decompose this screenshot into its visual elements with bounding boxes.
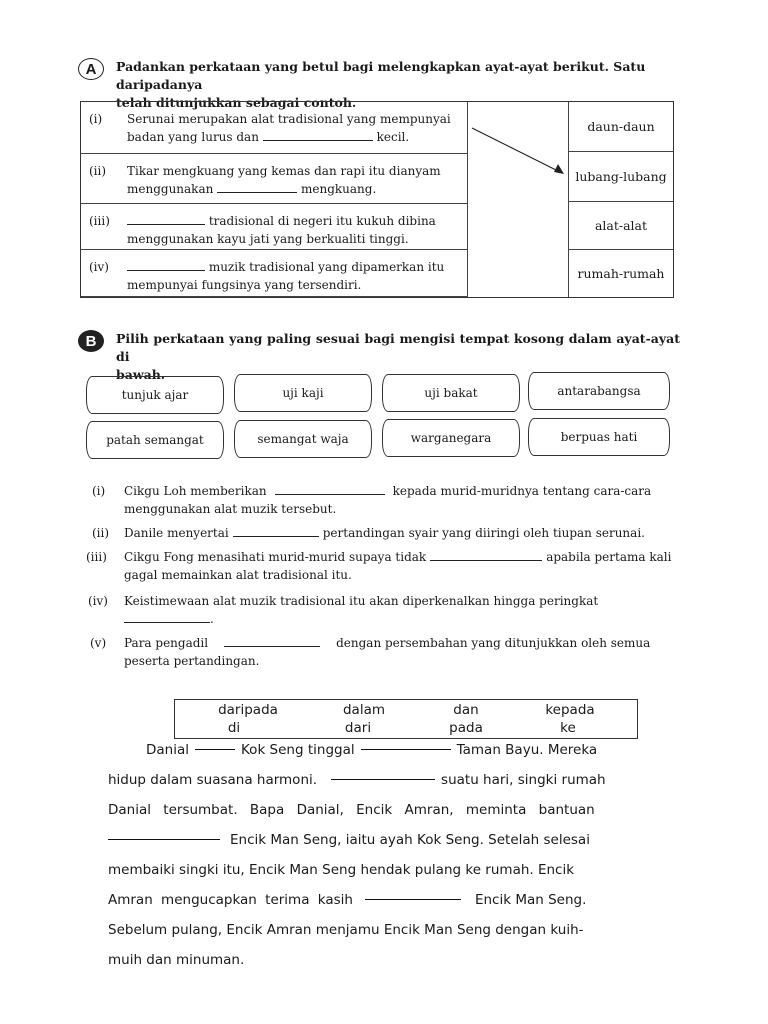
paragraph-text: Amran mengucapkan terima kasih bbox=[108, 892, 353, 908]
answer-blank[interactable] bbox=[124, 622, 210, 623]
question-item bbox=[86, 548, 676, 584]
paragraph-text: suatu hari, singki rumah bbox=[441, 772, 606, 788]
answer-blank[interactable] bbox=[275, 494, 385, 495]
answer-option[interactable]: lubang-lubang bbox=[569, 152, 673, 202]
answer-option[interactable]: alat-alat bbox=[569, 202, 673, 250]
example-arrow-icon bbox=[468, 102, 570, 297]
section-b-instruction-line2: bawah. bbox=[116, 367, 166, 382]
word-option[interactable]: uji bakat bbox=[382, 374, 520, 412]
answer-blank[interactable] bbox=[127, 270, 205, 271]
paragraph-line bbox=[108, 915, 660, 945]
question-item bbox=[92, 482, 672, 518]
answer-blank[interactable] bbox=[108, 825, 220, 840]
word-option[interactable]: dalam bbox=[342, 702, 386, 718]
section-b-instruction-line1: Pilih perkataan yang paling sesuai bagi mengisi tempat kosong dalam ayat-ayat di bbox=[116, 331, 680, 364]
word-options-box bbox=[174, 699, 638, 739]
matching-row bbox=[81, 102, 467, 154]
question-number: (v) bbox=[90, 636, 107, 650]
question-number: (i) bbox=[92, 484, 106, 498]
question-text: Keistimewaan alat muzik tradisional itu akan diperkenalkan hingga peringkat bbox=[124, 594, 599, 608]
question-text: apabila pertama kali bbox=[546, 550, 672, 564]
answer-blank[interactable] bbox=[361, 735, 451, 750]
paragraph-text: hidup dalam suasana harmoni. bbox=[108, 772, 318, 788]
row-text: mempunyai fungsinya yang tersendiri. bbox=[127, 278, 362, 292]
question-text: Cikgu Fong menasihati murid-murid supaya tidak bbox=[124, 550, 427, 564]
answer-blank[interactable] bbox=[263, 140, 373, 141]
matching-table bbox=[80, 101, 674, 298]
question-text: menggunakan alat muzik tersebut. bbox=[124, 502, 337, 516]
word-option[interactable]: warganegara bbox=[382, 419, 520, 457]
question-text: Danile menyertai bbox=[124, 526, 229, 540]
paragraph-text: Kok Seng tinggal bbox=[241, 742, 355, 758]
word-option[interactable]: kepada bbox=[545, 702, 595, 718]
word-option[interactable]: uji kaji bbox=[234, 374, 372, 412]
paragraph-line bbox=[108, 795, 660, 825]
section-b-badge: B bbox=[78, 330, 104, 352]
question-text: kepada murid-muridnya tentang cara-cara bbox=[392, 484, 652, 498]
paragraph-line bbox=[108, 765, 660, 795]
question-text: Para pengadil bbox=[124, 636, 209, 650]
row-text: kecil. bbox=[376, 130, 410, 144]
question-text: dengan persembahan yang ditunjukkan oleh semua bbox=[336, 636, 651, 650]
word-option[interactable]: dan bbox=[453, 702, 479, 718]
word-option[interactable]: tunjuk ajar bbox=[86, 376, 224, 414]
row-text: muzik tradisional yang dipamerkan itu bbox=[208, 260, 445, 274]
answer-blank[interactable] bbox=[233, 536, 319, 537]
paragraph-text: Taman Bayu. Mereka bbox=[456, 742, 598, 758]
row-text: mengkuang. bbox=[301, 182, 377, 196]
matching-row bbox=[81, 250, 467, 297]
matching-arrow-column bbox=[467, 102, 569, 297]
section-a-badge: A bbox=[78, 58, 104, 80]
question-text: gagal memainkan alat tradisional itu. bbox=[124, 568, 352, 582]
row-number: (i) bbox=[89, 112, 103, 126]
row-number: (iii) bbox=[89, 214, 110, 228]
answer-option[interactable]: daun-daun bbox=[569, 102, 673, 152]
paragraph-line bbox=[108, 945, 660, 975]
answer-blank[interactable] bbox=[195, 735, 235, 750]
question-text: pertandingan syair yang diiringi oleh tiupan serunai. bbox=[322, 526, 645, 540]
row-text: menggunakan kayu jati yang berkualiti tinggi. bbox=[127, 232, 409, 246]
paragraph-line bbox=[108, 855, 660, 885]
section-a-instruction-line2: telah ditunjukkan sebagai contoh. bbox=[116, 95, 357, 110]
word-option[interactable]: pada bbox=[449, 720, 483, 736]
question-item bbox=[92, 524, 672, 542]
row-text: menggunakan bbox=[127, 182, 214, 196]
answer-blank[interactable] bbox=[331, 765, 435, 780]
word-option[interactable]: antarabangsa bbox=[528, 372, 670, 410]
paragraph-text: muih dan minuman. bbox=[108, 952, 245, 968]
question-item bbox=[88, 592, 674, 628]
word-option[interactable]: patah semangat bbox=[86, 421, 224, 459]
word-option[interactable]: ke bbox=[560, 720, 576, 736]
row-text: tradisional di negeri itu kukuh dibina bbox=[208, 214, 436, 228]
paragraph-text: Encik Man Seng, iaitu ayah Kok Seng. Setelah selesai bbox=[230, 832, 590, 848]
answer-option[interactable]: rumah-rumah bbox=[577, 266, 665, 281]
word-option[interactable]: dari bbox=[344, 720, 372, 736]
word-option[interactable]: daripada bbox=[218, 702, 278, 718]
question-number: (ii) bbox=[92, 526, 110, 540]
paragraph-text: Danial bbox=[146, 742, 189, 758]
word-option[interactable]: semangat waja bbox=[234, 420, 372, 458]
row-text: Serunai merupakan alat tradisional yang mempunyai bbox=[127, 112, 451, 126]
row-number: (ii) bbox=[89, 164, 107, 178]
question-number: (iii) bbox=[86, 550, 107, 564]
question-number: (iv) bbox=[88, 594, 108, 608]
paragraph-text: Danial tersumbat. Bapa Danial, Encik Amran, meminta bantuan bbox=[108, 802, 595, 818]
matching-row bbox=[81, 204, 467, 250]
paragraph-text: Encik Man Seng. bbox=[474, 892, 587, 908]
cloze-paragraph bbox=[108, 735, 660, 975]
paragraph-line bbox=[146, 735, 660, 765]
paragraph-text: membaiki singki itu, Encik Man Seng hendak pulang ke rumah. Encik bbox=[108, 862, 575, 878]
matching-row bbox=[81, 154, 467, 204]
question-text: Cikgu Loh memberikan bbox=[124, 484, 267, 498]
answer-blank[interactable] bbox=[430, 560, 542, 561]
paragraph-line bbox=[108, 825, 660, 855]
answer-blank[interactable] bbox=[217, 192, 297, 193]
row-number: (iv) bbox=[89, 260, 109, 274]
question-item bbox=[90, 634, 674, 670]
word-option[interactable]: berpuas hati bbox=[528, 418, 670, 456]
question-text: peserta pertandingan. bbox=[124, 654, 260, 668]
answer-blank[interactable] bbox=[365, 885, 461, 900]
word-option[interactable]: di bbox=[227, 720, 241, 736]
answer-blank[interactable] bbox=[224, 646, 320, 647]
question-text: . bbox=[210, 612, 214, 626]
paragraph-text: Sebelum pulang, Encik Amran menjamu Encik Man Seng dengan kuih- bbox=[108, 922, 584, 938]
paragraph-line bbox=[108, 885, 660, 915]
section-a-instruction-line1: Padankan perkataan yang betul bagi melengkapkan ayat-ayat berikut. Satu daripadanya bbox=[116, 59, 646, 92]
row-text: Tikar mengkuang yang kemas dan rapi itu dianyam bbox=[127, 164, 441, 178]
row-text: badan yang lurus dan bbox=[127, 130, 259, 144]
answer-blank[interactable] bbox=[127, 224, 205, 225]
